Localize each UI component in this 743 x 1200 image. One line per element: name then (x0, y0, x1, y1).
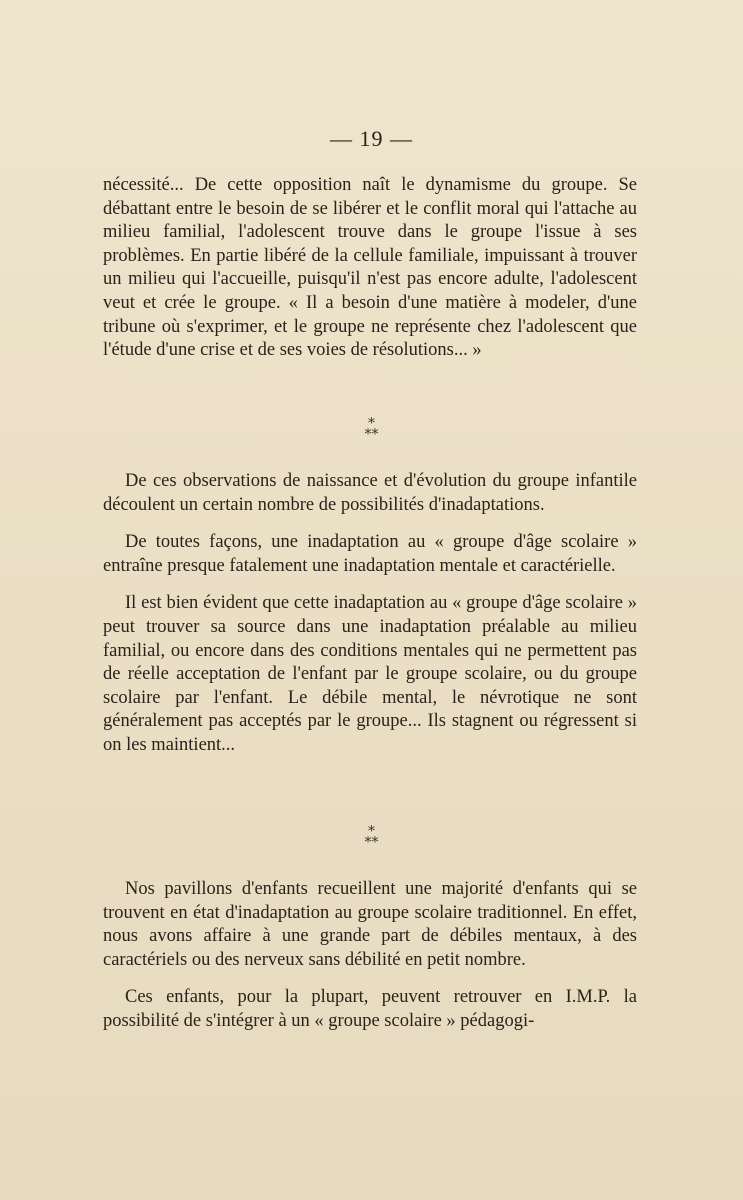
paragraph-4: Il est bien évident que cette inadaptation au « groupe d'âge scolaire » peut trouver sa source dans une inadaptation préalable au milieu familial, ou encore dans des conditions mentales qui ne permettent pas de réelle acceptation de l'enfant par le groupe scolaire, ou du groupe scolaire par l'enfant. Le débile mental, le névrotique ne sont généralement pas acceptés par le groupe... Ils stagnent ou régressent si on les maintient... (103, 593, 637, 755)
separator-bottom-asterisks: ⁎⁎ (364, 423, 379, 438)
paragraph-3: De toutes façons, une inadaptation au « groupe d'âge scolaire » entraîne presque fatalement une inadaptation mentale et caractérielle. (103, 532, 637, 576)
paragraph-1: nécessité... De cette opposition naît le dynamisme du groupe. Se débattant entre le besoin de se libérer et le conflit moral qui l'attache au milieu familial, l'adolescent trouve dans le groupe l'issue à ses problèmes. En partie libéré de la cellule familiale, impuissant à trouver un milieu qui l'accueille, puisqu'il n'est pas encore adulte, l'adolescent veut et crée le groupe. « Il a besoin d'une matière à modeler, d'une tribune où s'exprimer, et le groupe ne représente chez l'adolescent que l'étude d'une crise et de ses voies de résolutions... » (103, 175, 637, 361)
section-3 (103, 878, 637, 1034)
separator-bottom-asterisks: ⁎⁎ (364, 831, 379, 846)
paragraph-6: Ces enfants, pour la plupart, peuvent retrouver en I.M.P. la possibilité de s'intégrer à un « groupe scolaire » pédagogi- (103, 987, 637, 1031)
paragraph-2: De ces observations de naissance et d'évolution du groupe infantile découlent un certain nombre de possibilités d'inadaptations. (103, 471, 637, 515)
separator-top-asterisk: ⁎ (368, 412, 375, 427)
section-1 (103, 174, 637, 363)
section-separator-2 (0, 822, 743, 844)
section-separator-1 (0, 414, 743, 436)
page-number: — 19 — (330, 126, 413, 151)
separator-top-asterisk: ⁎ (368, 820, 375, 835)
section-2 (103, 470, 637, 758)
paragraph-5: Nos pavillons d'enfants recueillent une majorité d'enfants qui se trouvent en état d'inadaptation au groupe scolaire traditionnel. En effet, nous avons affaire à une grande part de débiles mentaux, à des caractériels ou des nerveux sans débilité en petit nombre. (103, 879, 637, 970)
